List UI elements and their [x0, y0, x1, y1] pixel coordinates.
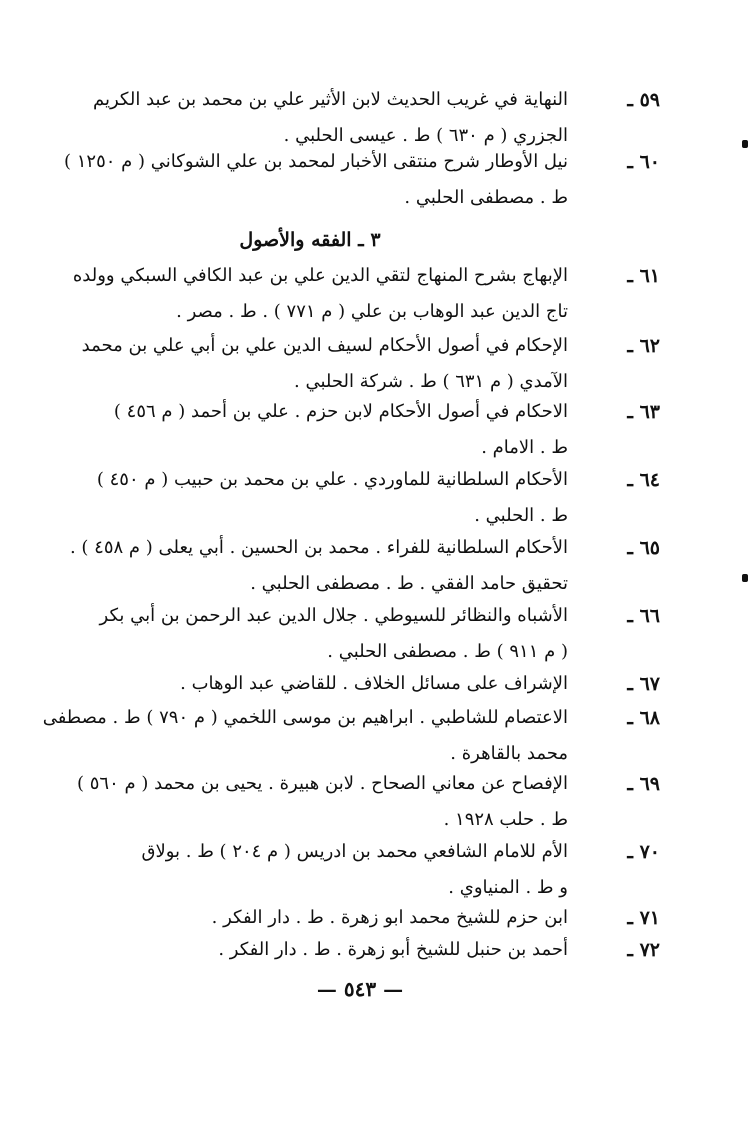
entry-text	[98, 834, 568, 906]
entry-line: الجزري ( م ٦٣٠ ) ط . عيسى الحلبي .	[283, 125, 568, 146]
entry-line: ط . الحلبي .	[474, 505, 568, 526]
entry-line: ط . مصطفى الحلبي .	[404, 187, 568, 208]
entry-text	[42, 700, 568, 772]
entry-line: الأحكام السلطانية للماوردي . علي بن محمد بن حبيب ( م ٤٥٠ )	[96, 469, 568, 490]
entry-line: نيل الأوطار شرح منتقى الأخبار لمحمد بن علي الشوكاني ( م ١٢٥٠ )	[64, 151, 568, 172]
entry-number: ٦٩ ـ	[627, 773, 660, 795]
entry-number: ٧١ ـ	[627, 907, 660, 929]
entry-number: ٦٢ ـ	[627, 335, 660, 357]
entry-line: الإحكام في أصول الأحكام لسيف الدين علي بن أبي علي بن محمد	[81, 335, 568, 356]
entry-text	[98, 598, 568, 670]
scan-edge-mark	[742, 574, 748, 582]
entry-line: الإفصاح عن معاني الصحاح . لابن هبيرة . يحيى بن محمد ( م ٥٦٠ )	[76, 773, 568, 794]
entry-line: الآمدي ( م ٦٣١ ) ط . شركة الحلبي .	[294, 371, 568, 392]
entry-line: الأشباه والنظائر للسيوطي . جلال الدين عبد الرحمن بن أبي بكر	[99, 605, 568, 626]
entry-line: الأحكام السلطانية للفراء . محمد بن الحسين . أبي يعلى ( م ٤٥٨ ) .	[69, 537, 568, 558]
entry-text	[98, 666, 568, 702]
entry-line: ابن حزم للشيخ محمد ابو زهرة . ط . دار الفكر .	[211, 907, 568, 928]
entry-text	[69, 530, 568, 602]
scan-edge-mark	[742, 140, 748, 148]
entry-number: ٥٩ ـ	[627, 89, 660, 111]
page-number: — ٥٤٣ —	[316, 977, 404, 1001]
entry-number: ٦٠ ـ	[627, 151, 660, 173]
entry-line: الإبهاج بشرح المنهاج لتقي الدين علي بن عبد الكافي السبكي وولده	[72, 265, 568, 286]
entry-number: ٦٥ ـ	[627, 537, 660, 559]
entry-number: ٦٨ ـ	[627, 707, 660, 729]
entry-text	[81, 328, 568, 400]
entry-text	[98, 462, 568, 534]
entry-text	[98, 394, 568, 466]
entry-text	[72, 258, 568, 330]
entry-text	[98, 900, 568, 936]
entry-line: و ط . المنياوي .	[448, 877, 568, 898]
entry-line: تاج الدين عبد الوهاب بن علي ( م ٧٧١ ) . ط . مصر .	[176, 301, 568, 322]
entry-number: ٦٧ ـ	[627, 673, 660, 695]
entry-number: ٧٠ ـ	[627, 841, 660, 863]
entry-line: النهاية في غريب الحديث لابن الأثير علي بن محمد بن عبد الكريم	[93, 89, 568, 110]
entry-line: تحقيق حامد الفقي . ط . مصطفى الحلبي .	[250, 573, 568, 594]
entry-line: الاعتصام للشاطبي . ابراهيم بن موسى اللخمي ( م ٧٩٠ ) ط . مصطفى	[42, 707, 568, 728]
section-heading: ٣ ـ الفقه والأصول	[239, 229, 381, 251]
entry-line: أحمد بن حنبل للشيخ أبو زهرة . ط . دار الفكر .	[218, 939, 568, 960]
entry-number: ٦٤ ـ	[627, 469, 660, 491]
entry-number: ٦١ ـ	[627, 265, 660, 287]
entry-text	[98, 932, 568, 968]
entry-line: الأم للامام الشافعي محمد بن ادريس ( م ٢٠٤ ) ط . بولاق	[141, 841, 568, 862]
entry-line: ط . الامام .	[481, 437, 568, 458]
entry-line: ( م ٩١١ ) ط . مصطفى الحلبي .	[327, 641, 568, 662]
entry-number: ٧٢ ـ	[627, 939, 660, 961]
entry-line: الإشراف على مسائل الخلاف . للقاضي عبد الوهاب .	[180, 673, 568, 694]
entry-line: ط . حلب ١٩٢٨ .	[443, 809, 568, 830]
entry-number: ٦٣ ـ	[627, 401, 660, 423]
entry-number: ٦٦ ـ	[627, 605, 660, 627]
entry-line: محمد بالقاهرة .	[450, 743, 568, 764]
entry-line: الاحكام في أصول الأحكام لابن حزم . علي بن أحمد ( م ٤٥٦ )	[113, 401, 568, 422]
entry-text	[64, 144, 568, 216]
entry-text	[76, 766, 568, 838]
